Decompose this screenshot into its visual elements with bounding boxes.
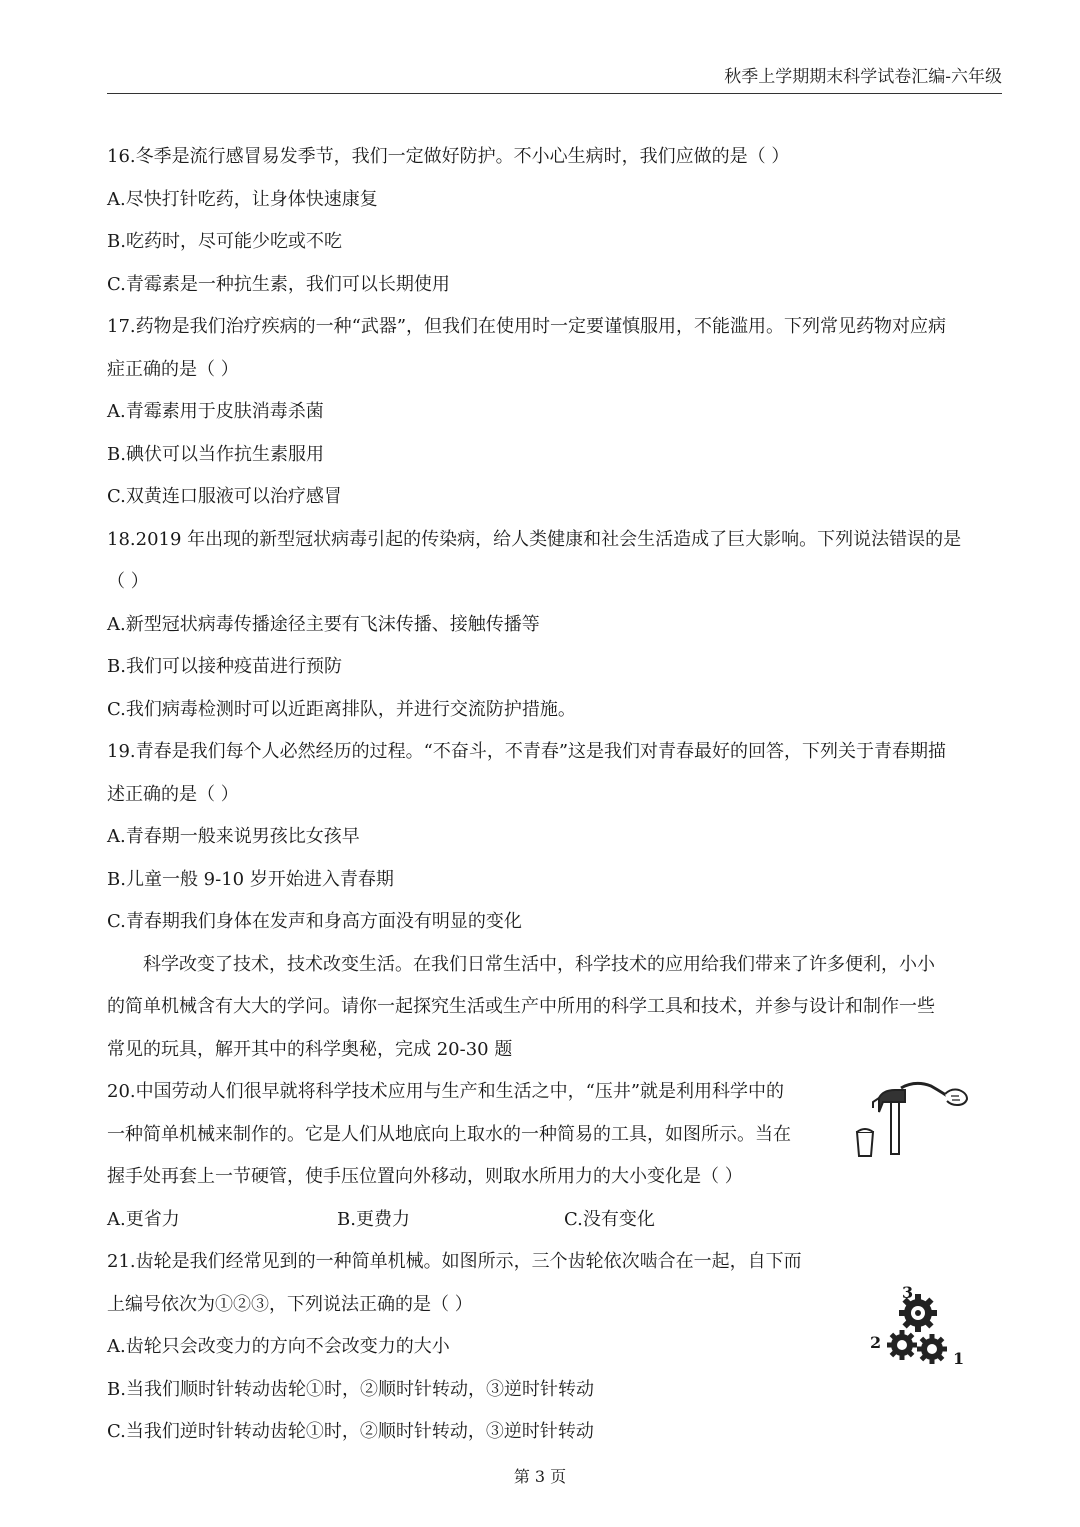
header-divider [107, 93, 1002, 94]
intro-paragraph-line-2: 的简单机械含有大大的学问。请你一起探究生活或生产中所用的科学工具和技术，并参与设计和制作一些 [107, 996, 935, 1017]
question-17-option-b: B.碘伏可以当作抗生素服用 [107, 443, 324, 465]
question-19-option-a: A.青春期一般来说男孩比女孩早 [107, 826, 360, 847]
question-21-stem: 21.齿轮是我们经常见到的一种简单机械。如图所示，三个齿轮依次啮合在一起，自下而 [107, 1251, 802, 1272]
gear-label-1: 1 [953, 1349, 965, 1368]
question-17-stem: 17.药物是我们治疗疾病的一种“武器”，但我们在使用时一定要谨慎服用，不能滥用。下列常见药物对应病 [107, 316, 947, 337]
question-19-stem: 19.青春是我们每个人必然经历的过程。“不奋斗，不青春”这是我们对青春最好的回答，下列关于青春期描 [107, 741, 947, 762]
question-18-stem-cont: （ ） [107, 571, 149, 592]
question-19-option-c: C.青春期我们身体在发声和身高方面没有明显的变化 [107, 911, 522, 932]
question-16-option-b: B.吃药时，尽可能少吃或不吃 [107, 231, 342, 252]
question-18-option-b: B.我们可以接种疫苗进行预防 [107, 656, 342, 677]
question-20-option-b: B.更费力 [337, 1208, 410, 1230]
question-17-option-c: C.双黄连口服液可以治疗感冒 [107, 486, 342, 507]
question-20-option-a: A.更省力 [107, 1208, 180, 1230]
question-18-stem: 18.2019 年出现的新型冠状病毒引起的传染病，给人类健康和社会生活造成了巨大影响。下列说法错误的是 [107, 528, 962, 550]
question-17-stem-cont: 症正确的是（ ） [107, 358, 239, 380]
intro-paragraph-line-1: 科学改变了技术，技术改变生活。在我们日常生活中，科学技术的应用给我们带来了许多便利，小小 [143, 953, 935, 975]
page-content [107, 136, 1007, 1454]
header-title: 秋季上学期期末科学试卷汇编-六年级 [724, 67, 1002, 87]
hand-pump-figure [853, 1072, 975, 1160]
page-number: 第 3 页 [513, 1467, 567, 1486]
question-20-options [107, 1199, 1007, 1242]
question-19-option-b: B.儿童一般 9-10 岁开始进入青春期 [107, 868, 394, 890]
question-20-stem-cont-1: 一种简单机械来制作的。它是人们从地底向上取水的一种简易的工具，如图所示。当在 [107, 1123, 791, 1145]
question-16-option-a: A.尽快打针吃药，让身体快速康复 [107, 188, 378, 210]
question-21-option-a: A.齿轮只会改变力的方向不会改变力的大小 [107, 1336, 450, 1357]
question-18-option-c: C.我们病毒检测时可以近距离排队，并进行交流防护措施。 [107, 698, 576, 720]
question-19-stem-cont: 述正确的是（ ） [107, 783, 239, 805]
question-20-stem: 20.中国劳动人们很早就将科学技术应用与生产和生活之中，“压井”就是利用科学中的 [107, 1081, 785, 1102]
gear-label-3: 3 [902, 1283, 914, 1302]
question-21-option-c: C.当我们逆时针转动齿轮①时，②顺时针转动，③逆时针转动 [107, 1421, 594, 1442]
question-21-option-b: B.当我们顺时针转动齿轮①时，②顺时针转动，③逆时针转动 [107, 1378, 594, 1400]
gears-icon [866, 1283, 966, 1373]
question-16-stem: 16.冬季是流行感冒易发季节，我们一定做好防护。不小心生病时，我们应做的是（ ） [107, 146, 790, 167]
question-17-option-a: A.青霉素用于皮肤消毒杀菌 [107, 401, 324, 422]
gears-figure [866, 1283, 966, 1373]
question-18-option-a: A.新型冠状病毒传播途径主要有飞沫传播、接触传播等 [107, 613, 540, 635]
question-20-option-c: C.没有变化 [564, 1208, 655, 1230]
gear-label-2: 2 [870, 1333, 882, 1352]
question-21-stem-cont: 上编号依次为①②③，下列说法正确的是（ ） [107, 1293, 473, 1315]
question-16-option-c: C.青霉素是一种抗生素，我们可以长期使用 [107, 273, 450, 295]
question-20-stem-cont-2: 握手处再套上一节硬管，使手压位置向外移动，则取水所用力的大小变化是（ ） [107, 1166, 743, 1187]
intro-paragraph-line-3: 常见的玩具，解开其中的科学奥秘，完成 20-30 题 [107, 1038, 513, 1060]
